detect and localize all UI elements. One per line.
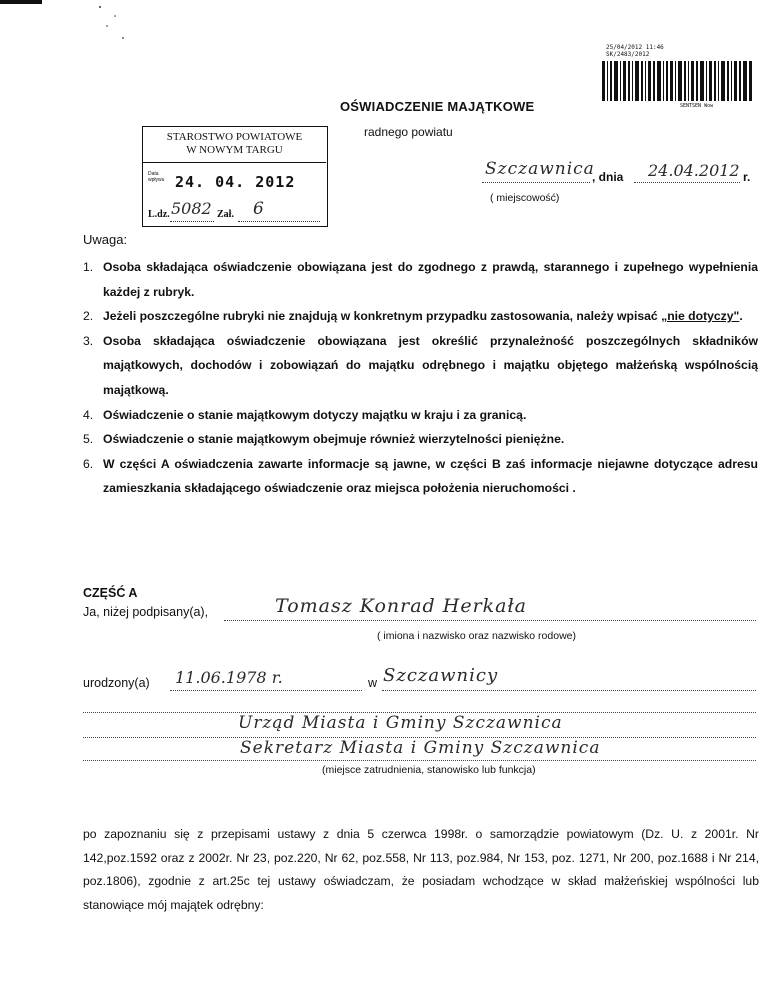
born-w-label: w xyxy=(368,676,378,690)
date-handwritten: 24.04.2012 xyxy=(648,161,740,180)
notice-list xyxy=(83,255,758,501)
notice-item: 4. Oświadczenie o stanie majątkowym dotyczy majątku w kraju i za granicą. xyxy=(83,407,527,422)
dnia-label: , dnia xyxy=(592,170,624,184)
notice-item: 3. Osoba składająca oświadczenie obowiązana jest określić przynależność poszczególnych składników majątkowych, dochodów i zobowiązań do majątku odrębnego i majątku objętego małżeńską wspólnością majątkową. xyxy=(83,333,758,397)
barcode-date: 25/04/2012 11:46 SK/2483/2012 xyxy=(606,44,664,58)
declarant-name-handwritten: Tomasz Konrad Herkała xyxy=(275,595,527,617)
scan-speckles xyxy=(95,4,135,44)
notice-item: 1. Osoba składająca oświadczenie obowiązana jest do zgodnego z prawdą, starannego i zupełnego wypełnienia każdej z rubryk. xyxy=(83,260,758,299)
notice-heading: Uwaga: xyxy=(83,232,128,247)
document-title: OŚWIADCZENIE MAJĄTKOWE xyxy=(340,99,535,114)
declarant-label: Ja, niżej podpisany(a), xyxy=(83,605,209,619)
part-a-heading: CZĘŚĆ A xyxy=(83,586,138,600)
r-label: r. xyxy=(743,170,751,184)
notice-item: 2. Jeżeli poszczególne rubryki nie znajdują w konkretnym przypadku zastosowania, należy wpisać „nie dotyczy". xyxy=(83,309,743,324)
stamp-zal-label: Zał. xyxy=(217,209,234,220)
stamp-office-name: STAROSTWO POWIATOWE W NOWYM TARGU xyxy=(143,127,326,163)
stamp-ldz-label: L.dz. xyxy=(148,209,170,220)
employment-line2-handwritten: Sekretarz Miasta i Gminy Szczawnica xyxy=(240,738,601,758)
born-place-handwritten: Szczawnicy xyxy=(383,665,499,686)
notice-item: 5. Oświadczenie o stanie majątkowym obejmuje również wierzytelności pieniężne. xyxy=(83,432,565,447)
office-stamp xyxy=(142,126,328,227)
place-hint: ( miejscowość) xyxy=(490,192,560,204)
scan-corner-mark xyxy=(0,0,42,4)
barcode-code: SENTSEN Wow xyxy=(680,103,714,109)
name-hint: ( imiona i nazwisko oraz nazwisko rodowe) xyxy=(377,630,576,642)
born-date-handwritten: 11.06.1978 r. xyxy=(175,668,283,687)
place-handwritten: Szczawnica xyxy=(485,159,595,179)
stamp-ldz-value: 5082 xyxy=(171,199,212,218)
notice-item: 6. W części A oświadczenia zawarte informacje są jawne, w części B zaś informacje niejawne dotyczące adresu zamieszkania składającego oświadczenie oraz miejsca położenia nieruchomości . xyxy=(83,456,758,496)
stamp-date-label: Data wpływu xyxy=(148,171,165,183)
nie-dotyczy-code: „nie dotyczy" xyxy=(661,309,740,324)
employment-line1-handwritten: Urząd Miasta i Gminy Szczawnica xyxy=(238,713,563,733)
barcode-image xyxy=(602,61,752,101)
stamp-date: 24. 04. 2012 xyxy=(175,173,296,191)
born-label: urodzony(a) xyxy=(83,676,150,690)
employment-hint: (miejsce zatrudnienia, stanowisko lub funkcja) xyxy=(322,764,536,776)
law-statement: po zapoznaniu się z przepisami ustawy z dnia 5 czerwca 1998r. o samorządzie powiatowym (Dz. U. z 2001r. Nr 142,poz.1592 oraz z 2002r. Nr 23, poz.220, Nr 62, poz.558, Nr 113, poz.984, Nr 153, poz. 1271, Nr 200, poz.1688 i Nr 214, poz.1806), zgodnie z art.25c tej ustawy oświadczam, że posiadam wchodzące w skład małżeńskiej wspólności lub stanowiące mój majątek odrębny: xyxy=(83,827,759,912)
stamp-zal-value: 6 xyxy=(253,199,264,219)
document-subtitle: radnego powiatu xyxy=(364,125,453,139)
